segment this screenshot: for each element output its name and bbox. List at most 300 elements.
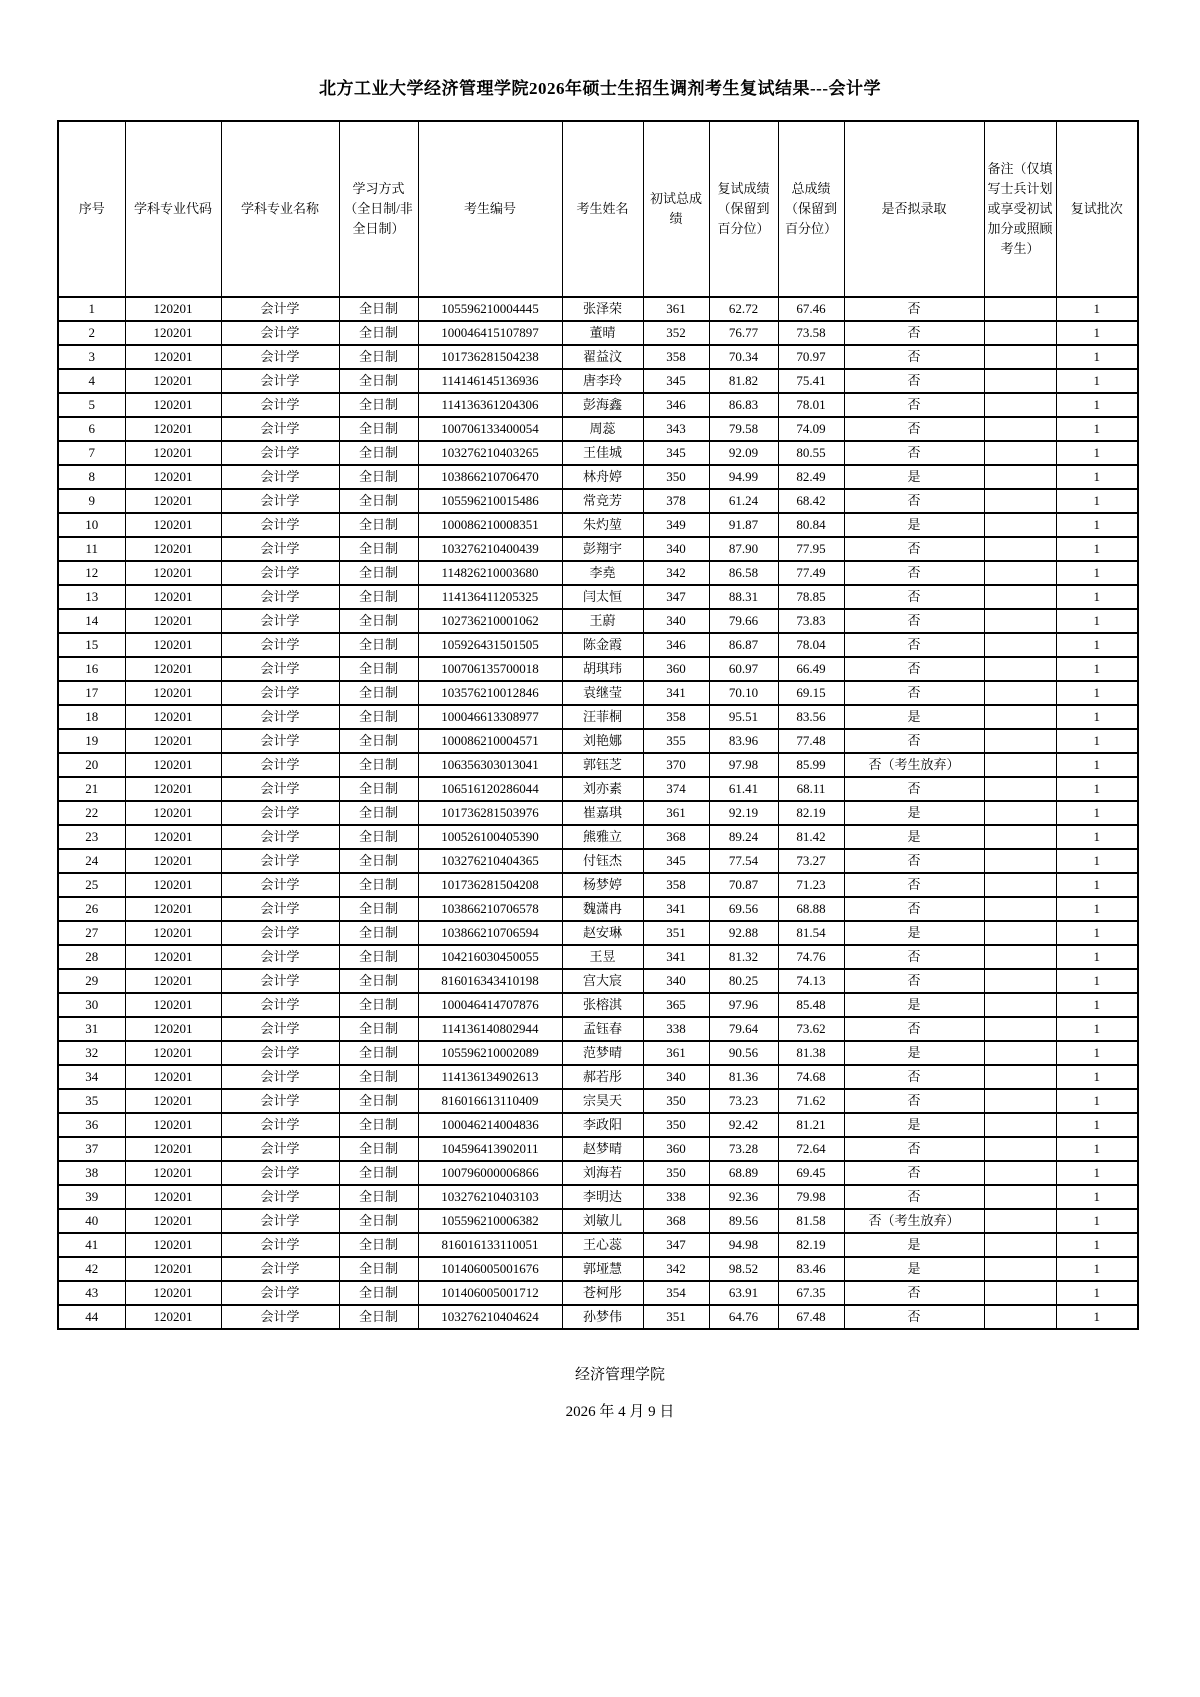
cell-remarks	[984, 681, 1056, 705]
cell-index: 41	[58, 1233, 125, 1257]
cell-candidate-name: 袁继莹	[562, 681, 643, 705]
cell-subject-code: 120201	[125, 321, 221, 345]
cell-index: 40	[58, 1209, 125, 1233]
cell-retest-batch: 1	[1056, 657, 1138, 681]
cell-candidate-name: 郭钰芝	[562, 753, 643, 777]
table-body	[58, 297, 1138, 1329]
cell-retest-batch: 1	[1056, 873, 1138, 897]
cell-remarks	[984, 945, 1056, 969]
cell-index: 3	[58, 345, 125, 369]
cell-retest-batch: 1	[1056, 1281, 1138, 1305]
cell-study-mode: 全日制	[339, 297, 418, 321]
cell-retest-batch: 1	[1056, 561, 1138, 585]
cell-subject-code: 120201	[125, 345, 221, 369]
cell-admission: 否	[844, 1161, 984, 1185]
cell-subject-code: 120201	[125, 585, 221, 609]
cell-index: 42	[58, 1257, 125, 1281]
cell-retest-batch: 1	[1056, 681, 1138, 705]
cell-retest-score: 62.72	[709, 297, 778, 321]
table-row	[58, 1137, 1138, 1161]
cell-retest-score: 77.54	[709, 849, 778, 873]
cell-remarks	[984, 1209, 1056, 1233]
cell-index: 43	[58, 1281, 125, 1305]
cell-candidate-id: 101406005001712	[418, 1281, 562, 1305]
column-header-total-score: 总成绩（保留到百分位）	[778, 121, 844, 297]
table-row	[58, 369, 1138, 393]
cell-admission: 是	[844, 1113, 984, 1137]
cell-index: 16	[58, 657, 125, 681]
cell-candidate-name: 熊雅立	[562, 825, 643, 849]
cell-candidate-id: 100046415107897	[418, 321, 562, 345]
cell-study-mode: 全日制	[339, 993, 418, 1017]
cell-admission: 否	[844, 297, 984, 321]
cell-subject-code: 120201	[125, 993, 221, 1017]
cell-initial-score: 342	[643, 561, 709, 585]
cell-subject-code: 120201	[125, 1113, 221, 1137]
cell-remarks	[984, 825, 1056, 849]
cell-remarks	[984, 321, 1056, 345]
cell-retest-score: 70.10	[709, 681, 778, 705]
cell-candidate-name: 彭翔宇	[562, 537, 643, 561]
cell-total-score: 85.99	[778, 753, 844, 777]
cell-index: 27	[58, 921, 125, 945]
table-row	[58, 1257, 1138, 1281]
cell-study-mode: 全日制	[339, 489, 418, 513]
cell-retest-score: 81.82	[709, 369, 778, 393]
cell-subject-code: 120201	[125, 777, 221, 801]
cell-candidate-id: 100046214004836	[418, 1113, 562, 1137]
cell-retest-batch: 1	[1056, 1257, 1138, 1281]
cell-total-score: 68.42	[778, 489, 844, 513]
cell-subject-name: 会计学	[221, 993, 339, 1017]
cell-subject-code: 120201	[125, 1257, 221, 1281]
cell-index: 20	[58, 753, 125, 777]
table-row	[58, 417, 1138, 441]
cell-retest-batch: 1	[1056, 849, 1138, 873]
cell-candidate-name: 汪菲桐	[562, 705, 643, 729]
cell-subject-name: 会计学	[221, 321, 339, 345]
cell-candidate-id: 104596413902011	[418, 1137, 562, 1161]
cell-admission: 否	[844, 1065, 984, 1089]
cell-retest-score: 76.77	[709, 321, 778, 345]
cell-retest-score: 61.41	[709, 777, 778, 801]
cell-retest-batch: 1	[1056, 633, 1138, 657]
cell-initial-score: 360	[643, 657, 709, 681]
cell-subject-code: 120201	[125, 825, 221, 849]
cell-total-score: 69.45	[778, 1161, 844, 1185]
cell-initial-score: 345	[643, 369, 709, 393]
cell-subject-code: 120201	[125, 849, 221, 873]
cell-admission: 否	[844, 657, 984, 681]
cell-retest-score: 61.24	[709, 489, 778, 513]
cell-candidate-name: 闫太恒	[562, 585, 643, 609]
cell-admission: 否	[844, 729, 984, 753]
cell-subject-name: 会计学	[221, 801, 339, 825]
cell-total-score: 83.56	[778, 705, 844, 729]
cell-retest-batch: 1	[1056, 465, 1138, 489]
cell-candidate-name: 陈金霞	[562, 633, 643, 657]
cell-remarks	[984, 561, 1056, 585]
cell-retest-batch: 1	[1056, 1089, 1138, 1113]
table-row	[58, 897, 1138, 921]
cell-retest-batch: 1	[1056, 513, 1138, 537]
cell-initial-score: 350	[643, 465, 709, 489]
cell-initial-score: 340	[643, 537, 709, 561]
table-row	[58, 873, 1138, 897]
cell-study-mode: 全日制	[339, 849, 418, 873]
table-row	[58, 1209, 1138, 1233]
cell-subject-name: 会计学	[221, 681, 339, 705]
cell-index: 38	[58, 1161, 125, 1185]
cell-total-score: 80.84	[778, 513, 844, 537]
cell-subject-code: 120201	[125, 1017, 221, 1041]
table-row	[58, 849, 1138, 873]
cell-retest-score: 95.51	[709, 705, 778, 729]
cell-retest-batch: 1	[1056, 345, 1138, 369]
cell-retest-batch: 1	[1056, 801, 1138, 825]
cell-total-score: 81.42	[778, 825, 844, 849]
cell-total-score: 74.13	[778, 969, 844, 993]
cell-study-mode: 全日制	[339, 729, 418, 753]
cell-retest-batch: 1	[1056, 1209, 1138, 1233]
cell-index: 17	[58, 681, 125, 705]
cell-total-score: 68.88	[778, 897, 844, 921]
cell-study-mode: 全日制	[339, 1017, 418, 1041]
cell-subject-name: 会计学	[221, 969, 339, 993]
cell-total-score: 71.62	[778, 1089, 844, 1113]
cell-total-score: 73.83	[778, 609, 844, 633]
cell-subject-name: 会计学	[221, 1257, 339, 1281]
cell-admission: 是	[844, 993, 984, 1017]
cell-total-score: 70.97	[778, 345, 844, 369]
cell-index: 15	[58, 633, 125, 657]
cell-total-score: 74.09	[778, 417, 844, 441]
cell-retest-batch: 1	[1056, 1233, 1138, 1257]
cell-admission: 是	[844, 1257, 984, 1281]
cell-study-mode: 全日制	[339, 945, 418, 969]
cell-admission: 否	[844, 681, 984, 705]
cell-study-mode: 全日制	[339, 897, 418, 921]
cell-study-mode: 全日制	[339, 969, 418, 993]
cell-study-mode: 全日制	[339, 321, 418, 345]
cell-subject-name: 会计学	[221, 849, 339, 873]
cell-initial-score: 361	[643, 297, 709, 321]
cell-subject-name: 会计学	[221, 609, 339, 633]
cell-study-mode: 全日制	[339, 537, 418, 561]
cell-total-score: 81.58	[778, 1209, 844, 1233]
table-row	[58, 921, 1138, 945]
cell-subject-code: 120201	[125, 897, 221, 921]
cell-subject-code: 120201	[125, 297, 221, 321]
cell-remarks	[984, 1041, 1056, 1065]
cell-admission: 否	[844, 1305, 984, 1329]
cell-remarks	[984, 1257, 1056, 1281]
cell-index: 44	[58, 1305, 125, 1329]
cell-subject-code: 120201	[125, 1041, 221, 1065]
column-header-remarks: 备注（仅填写士兵计划或享受初试加分或照顾考生）	[984, 121, 1056, 297]
cell-subject-name: 会计学	[221, 945, 339, 969]
cell-remarks	[984, 369, 1056, 393]
cell-initial-score: 378	[643, 489, 709, 513]
cell-initial-score: 345	[643, 849, 709, 873]
cell-retest-batch: 1	[1056, 369, 1138, 393]
cell-study-mode: 全日制	[339, 825, 418, 849]
cell-subject-name: 会计学	[221, 1113, 339, 1137]
cell-index: 26	[58, 897, 125, 921]
cell-candidate-id: 103276210404624	[418, 1305, 562, 1329]
page-title: 北方工业大学经济管理学院2026年硕士生招生调剂考生复试结果---会计学	[319, 79, 881, 98]
cell-index: 8	[58, 465, 125, 489]
cell-subject-name: 会计学	[221, 1233, 339, 1257]
cell-study-mode: 全日制	[339, 441, 418, 465]
cell-retest-score: 80.25	[709, 969, 778, 993]
cell-initial-score: 361	[643, 801, 709, 825]
cell-total-score: 75.41	[778, 369, 844, 393]
cell-initial-score: 342	[643, 1257, 709, 1281]
cell-retest-batch: 1	[1056, 1185, 1138, 1209]
cell-admission: 否	[844, 441, 984, 465]
cell-subject-name: 会计学	[221, 1017, 339, 1041]
cell-remarks	[984, 345, 1056, 369]
column-header-initial-score: 初试总成绩	[643, 121, 709, 297]
cell-admission: 否	[844, 1017, 984, 1041]
cell-subject-name: 会计学	[221, 1041, 339, 1065]
cell-index: 39	[58, 1185, 125, 1209]
cell-remarks	[984, 585, 1056, 609]
cell-total-score: 67.46	[778, 297, 844, 321]
cell-candidate-id: 101736281503976	[418, 801, 562, 825]
cell-candidate-name: 王昱	[562, 945, 643, 969]
cell-admission: 是	[844, 705, 984, 729]
header-row	[58, 121, 1138, 297]
cell-study-mode: 全日制	[339, 1041, 418, 1065]
cell-remarks	[984, 513, 1056, 537]
cell-subject-name: 会计学	[221, 897, 339, 921]
cell-retest-score: 73.28	[709, 1137, 778, 1161]
cell-candidate-id: 100086210008351	[418, 513, 562, 537]
cell-initial-score: 338	[643, 1017, 709, 1041]
cell-remarks	[984, 1089, 1056, 1113]
cell-initial-score: 351	[643, 921, 709, 945]
cell-candidate-name: 常竞芳	[562, 489, 643, 513]
cell-study-mode: 全日制	[339, 873, 418, 897]
cell-remarks	[984, 801, 1056, 825]
cell-admission: 是	[844, 513, 984, 537]
cell-remarks	[984, 465, 1056, 489]
cell-admission: 否	[844, 1281, 984, 1305]
cell-initial-score: 361	[643, 1041, 709, 1065]
cell-retest-score: 90.56	[709, 1041, 778, 1065]
cell-total-score: 78.01	[778, 393, 844, 417]
cell-candidate-name: 孟钰春	[562, 1017, 643, 1041]
table-row	[58, 465, 1138, 489]
cell-subject-name: 会计学	[221, 369, 339, 393]
cell-subject-name: 会计学	[221, 657, 339, 681]
cell-initial-score: 358	[643, 705, 709, 729]
cell-study-mode: 全日制	[339, 1233, 418, 1257]
cell-index: 32	[58, 1041, 125, 1065]
cell-candidate-id: 114136361204306	[418, 393, 562, 417]
cell-subject-code: 120201	[125, 1185, 221, 1209]
table-row	[58, 609, 1138, 633]
table-row	[58, 1281, 1138, 1305]
cell-subject-name: 会计学	[221, 1065, 339, 1089]
cell-index: 6	[58, 417, 125, 441]
cell-remarks	[984, 705, 1056, 729]
cell-candidate-name: 林舟婷	[562, 465, 643, 489]
cell-index: 19	[58, 729, 125, 753]
cell-index: 35	[58, 1089, 125, 1113]
cell-candidate-id: 816016133110051	[418, 1233, 562, 1257]
cell-subject-name: 会计学	[221, 585, 339, 609]
table-row	[58, 945, 1138, 969]
cell-subject-name: 会计学	[221, 705, 339, 729]
cell-subject-code: 120201	[125, 513, 221, 537]
cell-total-score: 73.27	[778, 849, 844, 873]
cell-subject-name: 会计学	[221, 1305, 339, 1329]
cell-initial-score: 338	[643, 1185, 709, 1209]
cell-index: 34	[58, 1065, 125, 1089]
cell-subject-code: 120201	[125, 609, 221, 633]
cell-candidate-id: 105926431501505	[418, 633, 562, 657]
cell-retest-score: 86.87	[709, 633, 778, 657]
cell-retest-batch: 1	[1056, 537, 1138, 561]
cell-candidate-id: 102736210001062	[418, 609, 562, 633]
cell-candidate-id: 103276210404365	[418, 849, 562, 873]
table-header	[58, 121, 1138, 297]
cell-index: 28	[58, 945, 125, 969]
cell-total-score: 68.11	[778, 777, 844, 801]
cell-retest-batch: 1	[1056, 945, 1138, 969]
cell-candidate-name: 王佳城	[562, 441, 643, 465]
cell-study-mode: 全日制	[339, 1089, 418, 1113]
cell-retest-score: 68.89	[709, 1161, 778, 1185]
cell-remarks	[984, 777, 1056, 801]
cell-retest-batch: 1	[1056, 729, 1138, 753]
cell-subject-name: 会计学	[221, 1209, 339, 1233]
cell-subject-name: 会计学	[221, 561, 339, 585]
cell-subject-name: 会计学	[221, 1161, 339, 1185]
cell-candidate-name: 魏潇冉	[562, 897, 643, 921]
cell-subject-name: 会计学	[221, 441, 339, 465]
cell-admission: 否	[844, 417, 984, 441]
cell-retest-score: 87.90	[709, 537, 778, 561]
cell-index: 29	[58, 969, 125, 993]
cell-study-mode: 全日制	[339, 657, 418, 681]
cell-index: 14	[58, 609, 125, 633]
cell-index: 22	[58, 801, 125, 825]
cell-total-score: 77.49	[778, 561, 844, 585]
cell-subject-name: 会计学	[221, 777, 339, 801]
cell-initial-score: 358	[643, 345, 709, 369]
cell-subject-name: 会计学	[221, 513, 339, 537]
cell-retest-batch: 1	[1056, 753, 1138, 777]
cell-index: 10	[58, 513, 125, 537]
cell-candidate-name: 刘敏儿	[562, 1209, 643, 1233]
cell-initial-score: 351	[643, 1305, 709, 1329]
table-row	[58, 489, 1138, 513]
table-row	[58, 681, 1138, 705]
cell-retest-score: 97.98	[709, 753, 778, 777]
cell-admission: 否	[844, 849, 984, 873]
cell-retest-batch: 1	[1056, 1161, 1138, 1185]
cell-retest-batch: 1	[1056, 1041, 1138, 1065]
cell-subject-code: 120201	[125, 873, 221, 897]
column-header-subject-code: 学科专业代码	[125, 121, 221, 297]
cell-candidate-id: 114136134902613	[418, 1065, 562, 1089]
cell-initial-score: 346	[643, 393, 709, 417]
cell-remarks	[984, 969, 1056, 993]
column-header-retest-score: 复试成绩（保留到百分位）	[709, 121, 778, 297]
cell-admission: 是	[844, 921, 984, 945]
table-row	[58, 297, 1138, 321]
cell-retest-batch: 1	[1056, 321, 1138, 345]
cell-admission: 否	[844, 489, 984, 513]
cell-admission: 否	[844, 1185, 984, 1209]
cell-initial-score: 347	[643, 1233, 709, 1257]
cell-candidate-id: 103276210403103	[418, 1185, 562, 1209]
cell-retest-batch: 1	[1056, 897, 1138, 921]
cell-retest-score: 89.56	[709, 1209, 778, 1233]
cell-candidate-id: 103866210706470	[418, 465, 562, 489]
cell-initial-score: 370	[643, 753, 709, 777]
cell-total-score: 79.98	[778, 1185, 844, 1209]
cell-study-mode: 全日制	[339, 681, 418, 705]
table-row	[58, 969, 1138, 993]
cell-remarks	[984, 657, 1056, 681]
cell-total-score: 83.46	[778, 1257, 844, 1281]
cell-candidate-id: 100706133400054	[418, 417, 562, 441]
cell-retest-batch: 1	[1056, 441, 1138, 465]
cell-study-mode: 全日制	[339, 417, 418, 441]
cell-study-mode: 全日制	[339, 1305, 418, 1329]
cell-index: 12	[58, 561, 125, 585]
cell-total-score: 72.64	[778, 1137, 844, 1161]
cell-admission: 否	[844, 969, 984, 993]
cell-retest-score: 92.09	[709, 441, 778, 465]
cell-candidate-name: 刘艳娜	[562, 729, 643, 753]
column-header-admission: 是否拟录取	[844, 121, 984, 297]
cell-subject-code: 120201	[125, 729, 221, 753]
cell-subject-code: 120201	[125, 1281, 221, 1305]
cell-subject-code: 120201	[125, 441, 221, 465]
cell-index: 13	[58, 585, 125, 609]
cell-retest-score: 86.58	[709, 561, 778, 585]
cell-index: 30	[58, 993, 125, 1017]
cell-subject-code: 120201	[125, 921, 221, 945]
cell-candidate-id: 103276210403265	[418, 441, 562, 465]
table-row	[58, 1233, 1138, 1257]
cell-retest-batch: 1	[1056, 921, 1138, 945]
cell-admission: 否	[844, 369, 984, 393]
table-row	[58, 753, 1138, 777]
table-row	[58, 561, 1138, 585]
cell-total-score: 67.35	[778, 1281, 844, 1305]
table-row	[58, 633, 1138, 657]
cell-admission: 否	[844, 561, 984, 585]
cell-retest-score: 88.31	[709, 585, 778, 609]
cell-total-score: 73.62	[778, 1017, 844, 1041]
cell-candidate-name: 李政阳	[562, 1113, 643, 1137]
cell-candidate-id: 105596210004445	[418, 297, 562, 321]
table-row	[58, 345, 1138, 369]
cell-subject-code: 120201	[125, 1305, 221, 1329]
cell-index: 1	[58, 297, 125, 321]
cell-initial-score: 355	[643, 729, 709, 753]
cell-remarks	[984, 1017, 1056, 1041]
cell-candidate-id: 105596210006382	[418, 1209, 562, 1233]
cell-study-mode: 全日制	[339, 393, 418, 417]
